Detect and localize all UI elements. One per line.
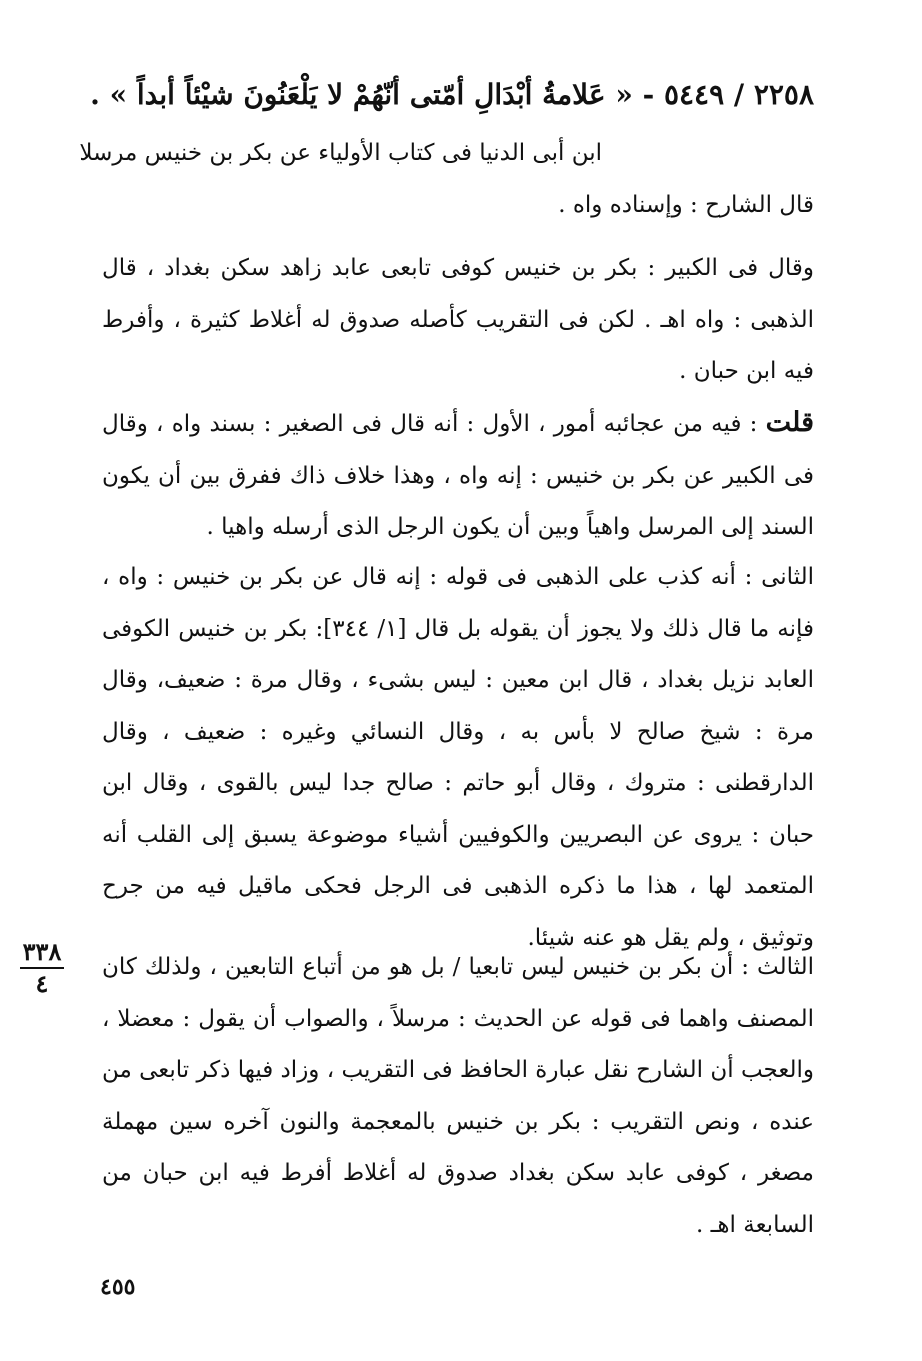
paragraph-thalith bbox=[102, 942, 814, 1251]
paragraph-thani bbox=[102, 552, 814, 964]
source-line: ابن أبى الدنيا فى كتاب الأولياء عن بكر بن خنيس مرسلا bbox=[79, 140, 602, 166]
hadith-heading: ٢٢٥٨ / ٥٤٤٩ - « عَلامةُ أبْدَالِ أمّتى أنّهُمْ لا يَلْعَنُونَ شيْئاً أبداً » . bbox=[90, 78, 814, 111]
paragraph-qult bbox=[102, 397, 814, 554]
margin-volume-number: ٤ bbox=[35, 969, 49, 998]
margin-page-number: ٣٣٨ bbox=[22, 937, 62, 966]
qult-lead-word: قلت bbox=[765, 407, 814, 438]
paragraph-text: وقال فى الكبير : بكر بن خنيس كوفى تابعى عابد زاهد سكن بغداد ، قال الذهبى : واه اهـ . لكن فى التقريب كأصله صدوق له أغلاط كثيرة ، وأفرط فيه ابن حبان . bbox=[102, 255, 814, 384]
margin-volume-reference bbox=[16, 937, 68, 999]
paragraph-text: : فيه من عجائبه أمور ، الأول : أنه قال فى الصغير : بسند واه ، وقال فى الكبير عن بكر بن خنيس : إنه واه ، وهذا خلاف ذاك ففرق بين أن يكون السند إلى المرسل واهياً وبين أن يكون الرجل الذى أرسله واهيا . bbox=[102, 411, 814, 540]
page-number: ٤٥٥ bbox=[100, 1274, 136, 1300]
paragraph-text: الثالث : أن بكر بن خنيس ليس تابعيا / بل هو من أتباع التابعين ، ولذلك كان المصنف واهما فى قوله عن الحديث : مرسلاً ، والصواب أن يقول : معضلا ، والعجب أن الشارح نقل عبارة الحافظ فى التقريب ، وزاد فيها ذكر تابعى من عنده ، ونص التقريب : بكر بن خنيس بالمعجمة والنون آخره سين مهملة مصغر ، كوفى عابد سكن بغداد صدوق له أغلاط أفرط فيه ابن حبان من السابعة اهـ . bbox=[101, 954, 814, 1238]
paragraph-kabir bbox=[102, 243, 814, 398]
paragraph-text: الثانى : أنه كذب على الذهبى فى قوله : إنه قال عن بكر بن خنيس : واه ، فإنه ما قال ذلك ولا يجوز أن يقوله بل قال [١/ ٣٤٤]: بكر بن خنيس الكوفى العابد نزيل بغداد ، قال ابن معين : ليس بشىء ، وقال مرة : ضعيف، وقال مرة : شيخ صالح لا بأس به ، وقال النسائي وغيره : ضعيف ، وقال الدارقطنى : متروك ، وقال أبو حاتم : صالح جدا ليس بالقوى ، وقال ابن حبان : يروى عن البصريين والكوفيين أشياء موضوعة يسبق إلى القلب أنه المتعمد لها ، هذا ما ذكره الذهبى فى الرجل فحكى ماقيل فيه من جرح وتوثيق ، ولم يقل هو عنه شيئا. bbox=[102, 564, 814, 951]
paragraph-shareh bbox=[102, 180, 814, 232]
paragraph-text: قال الشارح : وإسناده واه . bbox=[558, 192, 814, 218]
